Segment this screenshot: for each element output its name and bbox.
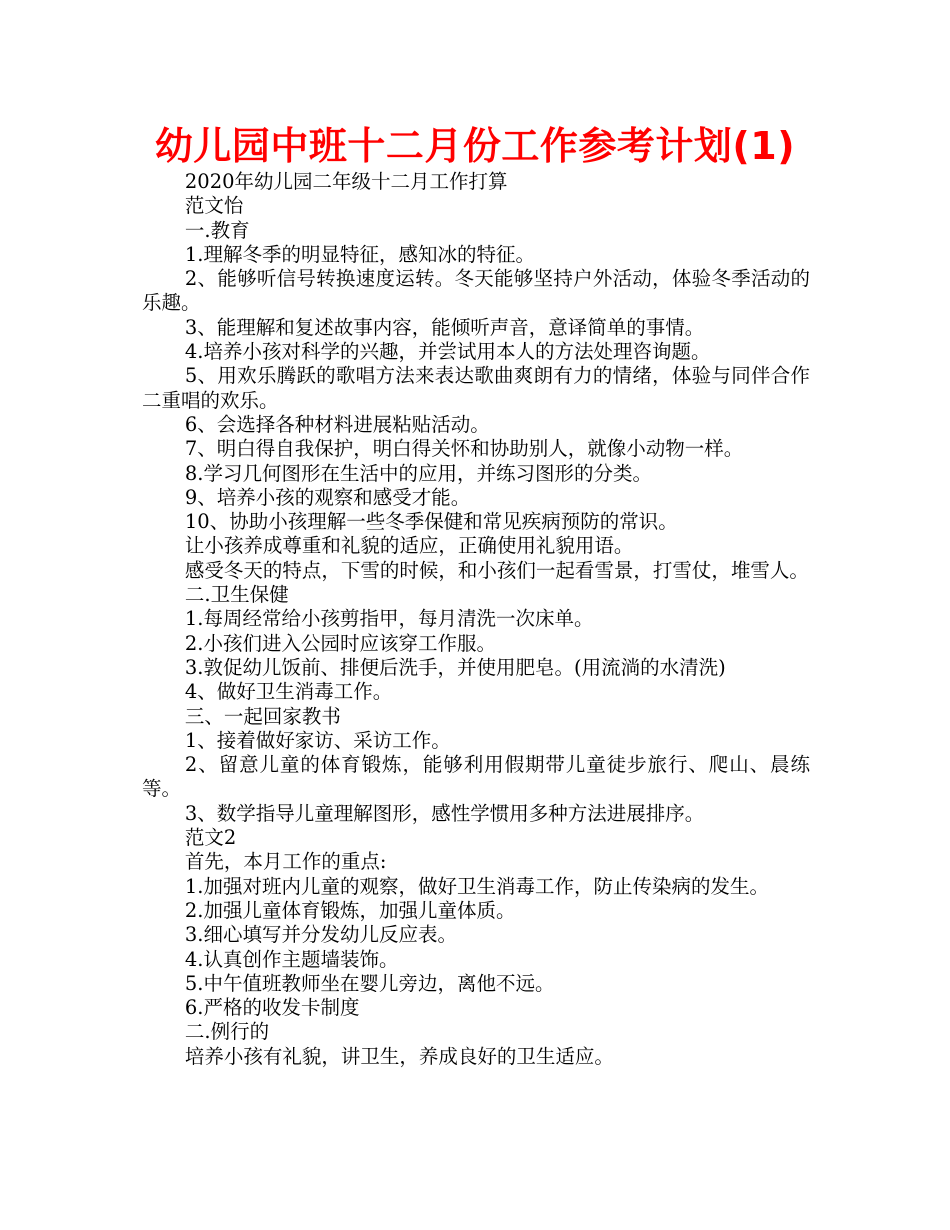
- paragraph: 2、能够听信号转换速度运转。冬天能够坚持户外活动，体验冬季活动的乐趣。: [142, 267, 810, 315]
- paragraph: 范文怡: [184, 194, 244, 218]
- paragraph: 三、一起回家教书: [184, 704, 341, 728]
- paragraph: 范文2: [184, 826, 237, 850]
- paragraph: 4.培养小孩对科学的兴趣，并尝试用本人的方法处理咨询题。: [184, 340, 711, 364]
- paragraph: 1.每周经常给小孩剪指甲，每月清洗一次床单。: [184, 607, 594, 631]
- paragraph: 1.加强对班内儿童的观察，做好卫生消毒工作，防止传染病的发生。: [184, 874, 769, 898]
- document-body: [142, 170, 810, 1069]
- paragraph: 培养小孩有礼貌，讲卫生，养成良好的卫生适应。: [184, 1044, 614, 1068]
- paragraph: 2、留意儿童的体育锻炼，能够利用假期带儿童徒步旅行、爬山、晨练等。: [142, 753, 810, 801]
- paragraph: 2020年幼儿园二年级十二月工作打算: [184, 170, 508, 193]
- paragraph: 二.例行的: [184, 1020, 270, 1044]
- paragraph: 4.认真创作主题墙装饰。: [184, 947, 399, 971]
- paragraph: 9、培养小孩的观察和感受才能。: [184, 485, 471, 509]
- paragraph: 1、接着做好家访、采访工作。: [184, 728, 451, 752]
- paragraph: 10、协助小孩理解一些冬季保健和常见疾病预防的常识。: [184, 510, 678, 534]
- paragraph: 让小孩养成尊重和礼貌的适应，正确使用礼貌用语。: [184, 534, 634, 558]
- document-title: 幼儿园中班十二月份工作参考计划(1): [154, 124, 796, 168]
- paragraph: 3.细心填写并分发幼儿反应表。: [184, 923, 457, 947]
- paragraph: 5、用欢乐腾跃的歌唱方法来表达歌曲爽朗有力的情绪，体验与同伴合作二重唱的欢乐。: [142, 364, 810, 412]
- paragraph: 7、明白得自我保护，明白得关怀和协助别人，就像小动物一样。: [184, 437, 744, 461]
- paragraph: 3.敦促幼儿饭前、排便后洗手，并使用肥皂。(用流淌的水清洗): [184, 655, 726, 679]
- paragraph: 4、做好卫生消毒工作。: [184, 680, 393, 704]
- paragraph: 8.学习几何图形在生活中的应用，并练习图形的分类。: [184, 461, 652, 485]
- paragraph: 2.小孩们进入公园时应该穿工作服。: [184, 631, 496, 655]
- paragraph: 二.卫生保健: [184, 583, 289, 607]
- paragraph: 3、数学指导儿童理解图形，感性学惯用多种方法进展排序。: [184, 801, 705, 825]
- paragraph: 一.教育: [184, 218, 250, 242]
- paragraph: 3、能理解和复述故事内容，能倾听声音，意译简单的事情。: [184, 315, 705, 339]
- paragraph: 首先，本月工作的重点:: [184, 850, 387, 874]
- paragraph: 1.理解冬季的明显特征，感知冰的特征。: [184, 242, 535, 266]
- paragraph: 2.加强儿童体育锻炼，加强儿童体质。: [184, 898, 516, 922]
- paragraph: 6、会选择各种材料进展粘贴活动。: [184, 412, 490, 436]
- paragraph: 6.严格的收发卡制度: [184, 996, 360, 1020]
- paragraph: 5.中午值班教师坐在婴儿旁边，离他不远。: [184, 971, 555, 995]
- paragraph: 感受冬天的特点，下雪的时候，和小孩们一起看雪景，打雪仗，堆雪人。: [184, 558, 809, 582]
